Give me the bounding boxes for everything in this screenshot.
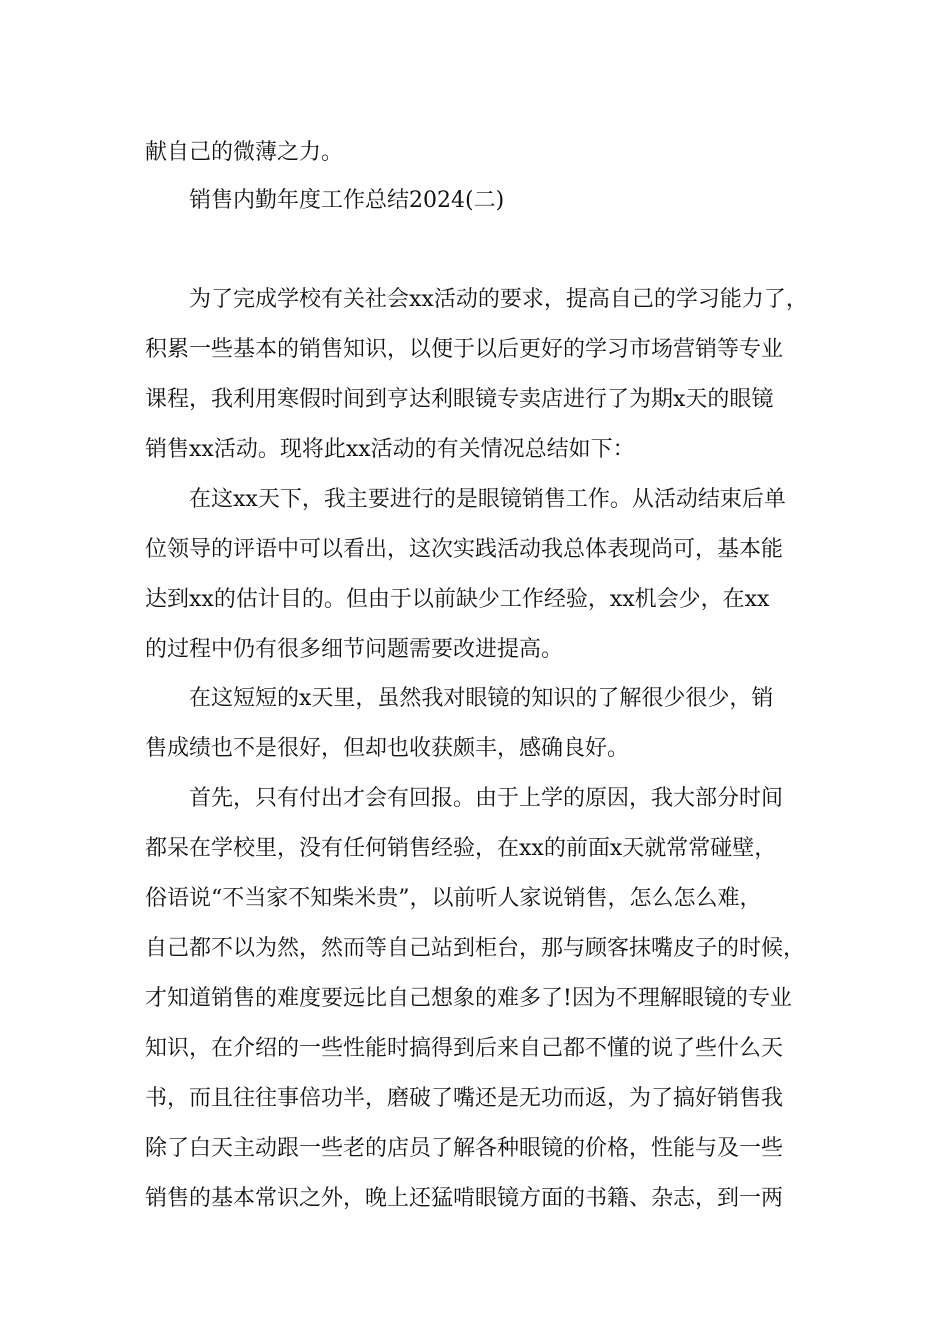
text-line: 知识，在介绍的一些性能时搞得到后来自己都不懂的说了些什么天 — [145, 1036, 784, 1061]
text-line: 售成绩也不是很好，但却也收获颇丰，感确良好。 — [145, 736, 630, 761]
text-line: 课程，我利用寒假时间到亨达利眼镜专卖店进行了为期x天的眼镜 — [145, 387, 774, 412]
text-line: 献自己的微薄之力。 — [145, 140, 344, 165]
text-line: 俗语说“不当家不知柴米贵”，以前听人家说销售，怎么怎么难， — [145, 886, 762, 911]
text-line: 自己都不以为然，然而等自己站到柜台，那与顾客抹嘴皮子的时候， — [145, 936, 806, 961]
text-line: 积累一些基本的销售知识，以便于以后更好的学习市场营销等专业 — [145, 337, 784, 362]
text-line: 销售xx活动。现将此xx活动的有关情况总结如下： — [145, 437, 635, 462]
text-line: 在这短短的x天里，虽然我对眼镜的知识的了解很少很少，销 — [189, 686, 774, 711]
text-line: 除了白天主动跟一些老的店员了解各种眼镜的价格，性能与及一些 — [145, 1136, 784, 1161]
text-line: 销售的基本常识之外，晚上还猛啃眼镜方面的书籍、杂志，到一两 — [145, 1186, 784, 1211]
text-line: 达到xx的估计目的。但由于以前缺少工作经验，xx机会少，在xx — [145, 587, 770, 612]
text-line: 才知道销售的难度要远比自己想象的难多了!因为不理解眼镜的专业 — [145, 986, 792, 1011]
text-line: 为了完成学校有关社会xx活动的要求，提高自己的学习能力了， — [189, 287, 808, 312]
section-heading: 销售内勤年度工作总结2024(二) — [189, 188, 505, 213]
text-line: 位领导的评语中可以看出，这次实践活动我总体表现尚可，基本能 — [145, 537, 784, 562]
text-line: 首先，只有付出才会有回报。由于上学的原因，我大部分时间 — [189, 786, 784, 811]
text-line: 书，而且往往事倍功半，磨破了嘴还是无功而返，为了搞好销售我 — [145, 1086, 784, 1111]
text-line: 都呆在学校里，没有任何销售经验，在xx的前面x天就常常碰壁， — [145, 836, 777, 861]
text-line: 的过程中仍有很多细节问题需要改进提高。 — [145, 637, 564, 662]
text-line: 在这xx天下，我主要进行的是眼镜销售工作。从活动结束后单 — [189, 487, 786, 512]
